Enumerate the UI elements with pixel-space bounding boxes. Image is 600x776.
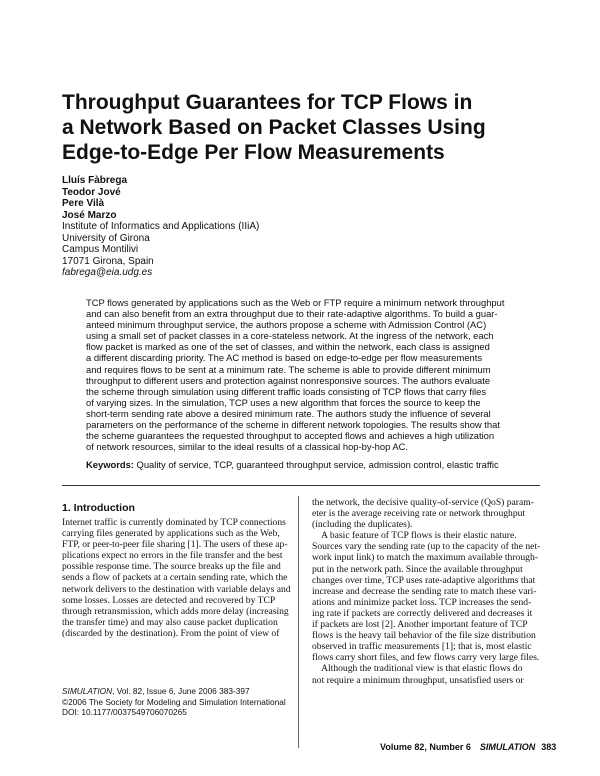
- body-line: ations and minimize packet loss. TCP increases the send-: [312, 596, 532, 608]
- abstract: [86, 297, 518, 452]
- body-line: the transfer time) and may also cause packet duplication: [62, 616, 278, 628]
- paper-title: [62, 90, 532, 165]
- affiliation-line: Campus Montilivi: [62, 244, 139, 255]
- abstract-line: the scheme guarantees the requested throughput to accepted flows and achieves a high utilization: [86, 430, 495, 442]
- author-name: Lluís Fàbrega: [62, 175, 128, 186]
- body-line: Although the traditional view is that elastic flows do: [312, 663, 523, 675]
- journal-name: SIMULATION: [62, 686, 113, 696]
- author-name: Pere Vilà: [62, 198, 105, 209]
- body-line: flows carry short files, and few flows carry very large files.: [312, 652, 540, 664]
- body-line: network delivers to the destination with variable delays and: [62, 583, 291, 595]
- body-line: plications expect no errors in the file transfer and the best: [62, 550, 283, 562]
- body-line: (discarded by the destination). From the point of view of: [62, 627, 280, 639]
- body-line: work input link) to match the maximum available through-: [312, 552, 538, 564]
- footer-journal: SIMULATION: [479, 742, 536, 752]
- section-heading: 1. Introduction: [62, 502, 135, 514]
- body-line: FTP, or peer-to-peer file sharing [1]. The users of these ap-: [62, 539, 288, 551]
- abstract-line: TCP flows generated by applications such as the Web or FTP require a minimum network throughput: [86, 297, 505, 308]
- body-line: (including the duplicates).: [312, 519, 413, 531]
- body-line: some losses. Losses are detected and recovered by TCP: [62, 594, 276, 606]
- body-column-right: [312, 497, 544, 686]
- body-line: A basic feature of TCP flows is their elastic nature.: [312, 530, 517, 542]
- footer-volume: Volume 82, Number 6: [380, 742, 471, 752]
- page-footer: [380, 742, 556, 752]
- body-line: possible response time. The source breaks up the file and: [62, 561, 281, 573]
- abstract-line: a different discarding priority. The AC method is based on edge-to-edge per flow measurements: [86, 352, 483, 364]
- abstract-line: anteed minimum throughput service, the authors propose a scheme with Admission Control (AC): [86, 319, 487, 331]
- author-block: [62, 175, 259, 279]
- affiliation-line: 17071 Girona, Spain: [62, 255, 154, 267]
- publication-info: [62, 686, 286, 718]
- affiliation-line: University of Girona: [62, 232, 150, 244]
- body-line: Internet traffic is currently dominated by TCP connections: [62, 517, 286, 528]
- body-line: carrying files generated by applications such as the Web,: [62, 528, 280, 540]
- abstract-line: and requires flows to be sent at a minimum rate. The scheme is able to provide different minimum: [86, 363, 491, 375]
- keywords-text: Quality of service, TCP, guaranteed throughput service, admission control, elastic traffic: [136, 459, 499, 470]
- body-line: increase and decrease the sending rate to match these vari-: [312, 585, 537, 597]
- abstract-line: of network resources, similar to the ideal results of a classical hop-by-hop AC.: [86, 441, 409, 453]
- page-number: 383: [541, 742, 557, 752]
- journal-issue: , Vol. 82, Issue 6, June 2006 383-397: [112, 686, 250, 696]
- abstract-line: the scheme through simulation using different traffic loads consisting of TCP flows that carry files: [86, 385, 487, 397]
- body-line: not require a minimum throughput, unsatisfied users or: [312, 674, 524, 686]
- author-email: fabrega@eia.udg.es: [62, 267, 153, 278]
- body-line: Sources vary the sending rate (up to the capacity of the net-: [312, 541, 541, 553]
- affiliation-line: Institute of Informatics and Applications (IIiA): [62, 221, 260, 232]
- body-line: through retransmission, which adds more delay (increasing: [62, 605, 289, 617]
- body-line: put in the network path. Since the available throughput: [312, 563, 523, 575]
- body-line: observed in traffic measurements [1]; that is, most elastic: [312, 641, 532, 653]
- body-line: ing rate if packets are correctly delivered and decreases it: [312, 607, 533, 619]
- body-line: sends a flow of packets at a certain sending rate, which the: [62, 572, 288, 584]
- copyright-line: ©2006 The Society for Modeling and Simulation International: [62, 696, 286, 707]
- body-line: the network, the decisive quality-of-service (QoS) param-: [312, 497, 534, 508]
- abstract-line: of varying sizes. In the simulation, TCP uses a new algorithm that forces the source to keep the: [86, 396, 481, 408]
- abstract-line: parameters on the performance of the scheme in different network topologies. The results show that: [86, 419, 500, 431]
- author-name: José Marzo: [62, 209, 117, 221]
- doi-line: DOI: 10.1177/0037549706070265: [62, 707, 187, 717]
- title-line: Edge-to-Edge Per Flow Measurements: [62, 141, 445, 164]
- keywords-label: Keywords:: [86, 459, 134, 470]
- body-line: eter is the average receiving rate or network throughput: [312, 508, 526, 520]
- keywords: [86, 459, 526, 470]
- author-name: Teodor Jové: [62, 186, 121, 198]
- title-line: Throughput Guarantees for TCP Flows in: [62, 91, 473, 114]
- title-line: a Network Based on Packet Classes Using: [62, 116, 486, 139]
- abstract-line: and can also benefit from an extra throughput due to their rate-adaptive algorithms. To build a guar-: [86, 308, 498, 320]
- body-line: if packets are lost [2]. Another important feature of TCP: [312, 619, 528, 631]
- body-column-left: [62, 517, 294, 639]
- abstract-line: flow packet is marked as one of the set of classes, and within the network, each class is assigned: [86, 341, 490, 353]
- body-line: flows is the heavy tail behavior of the file size distribution: [312, 630, 536, 642]
- column-divider: [298, 496, 299, 748]
- section-divider: [62, 485, 540, 486]
- abstract-line: throughput to different users and protection against nonresponsive sources. The authors evaluate: [86, 374, 491, 386]
- abstract-line: using a small set of packet classes in a core-stateless network. At the ingress of the network, each: [86, 330, 494, 342]
- abstract-line: short-term sending rate above a desired minimum rate. The authors study the influence of several: [86, 407, 491, 419]
- journal-citation: [62, 686, 286, 697]
- body-line: changes over time, TCP uses rate-adaptive algorithms that: [312, 574, 536, 586]
